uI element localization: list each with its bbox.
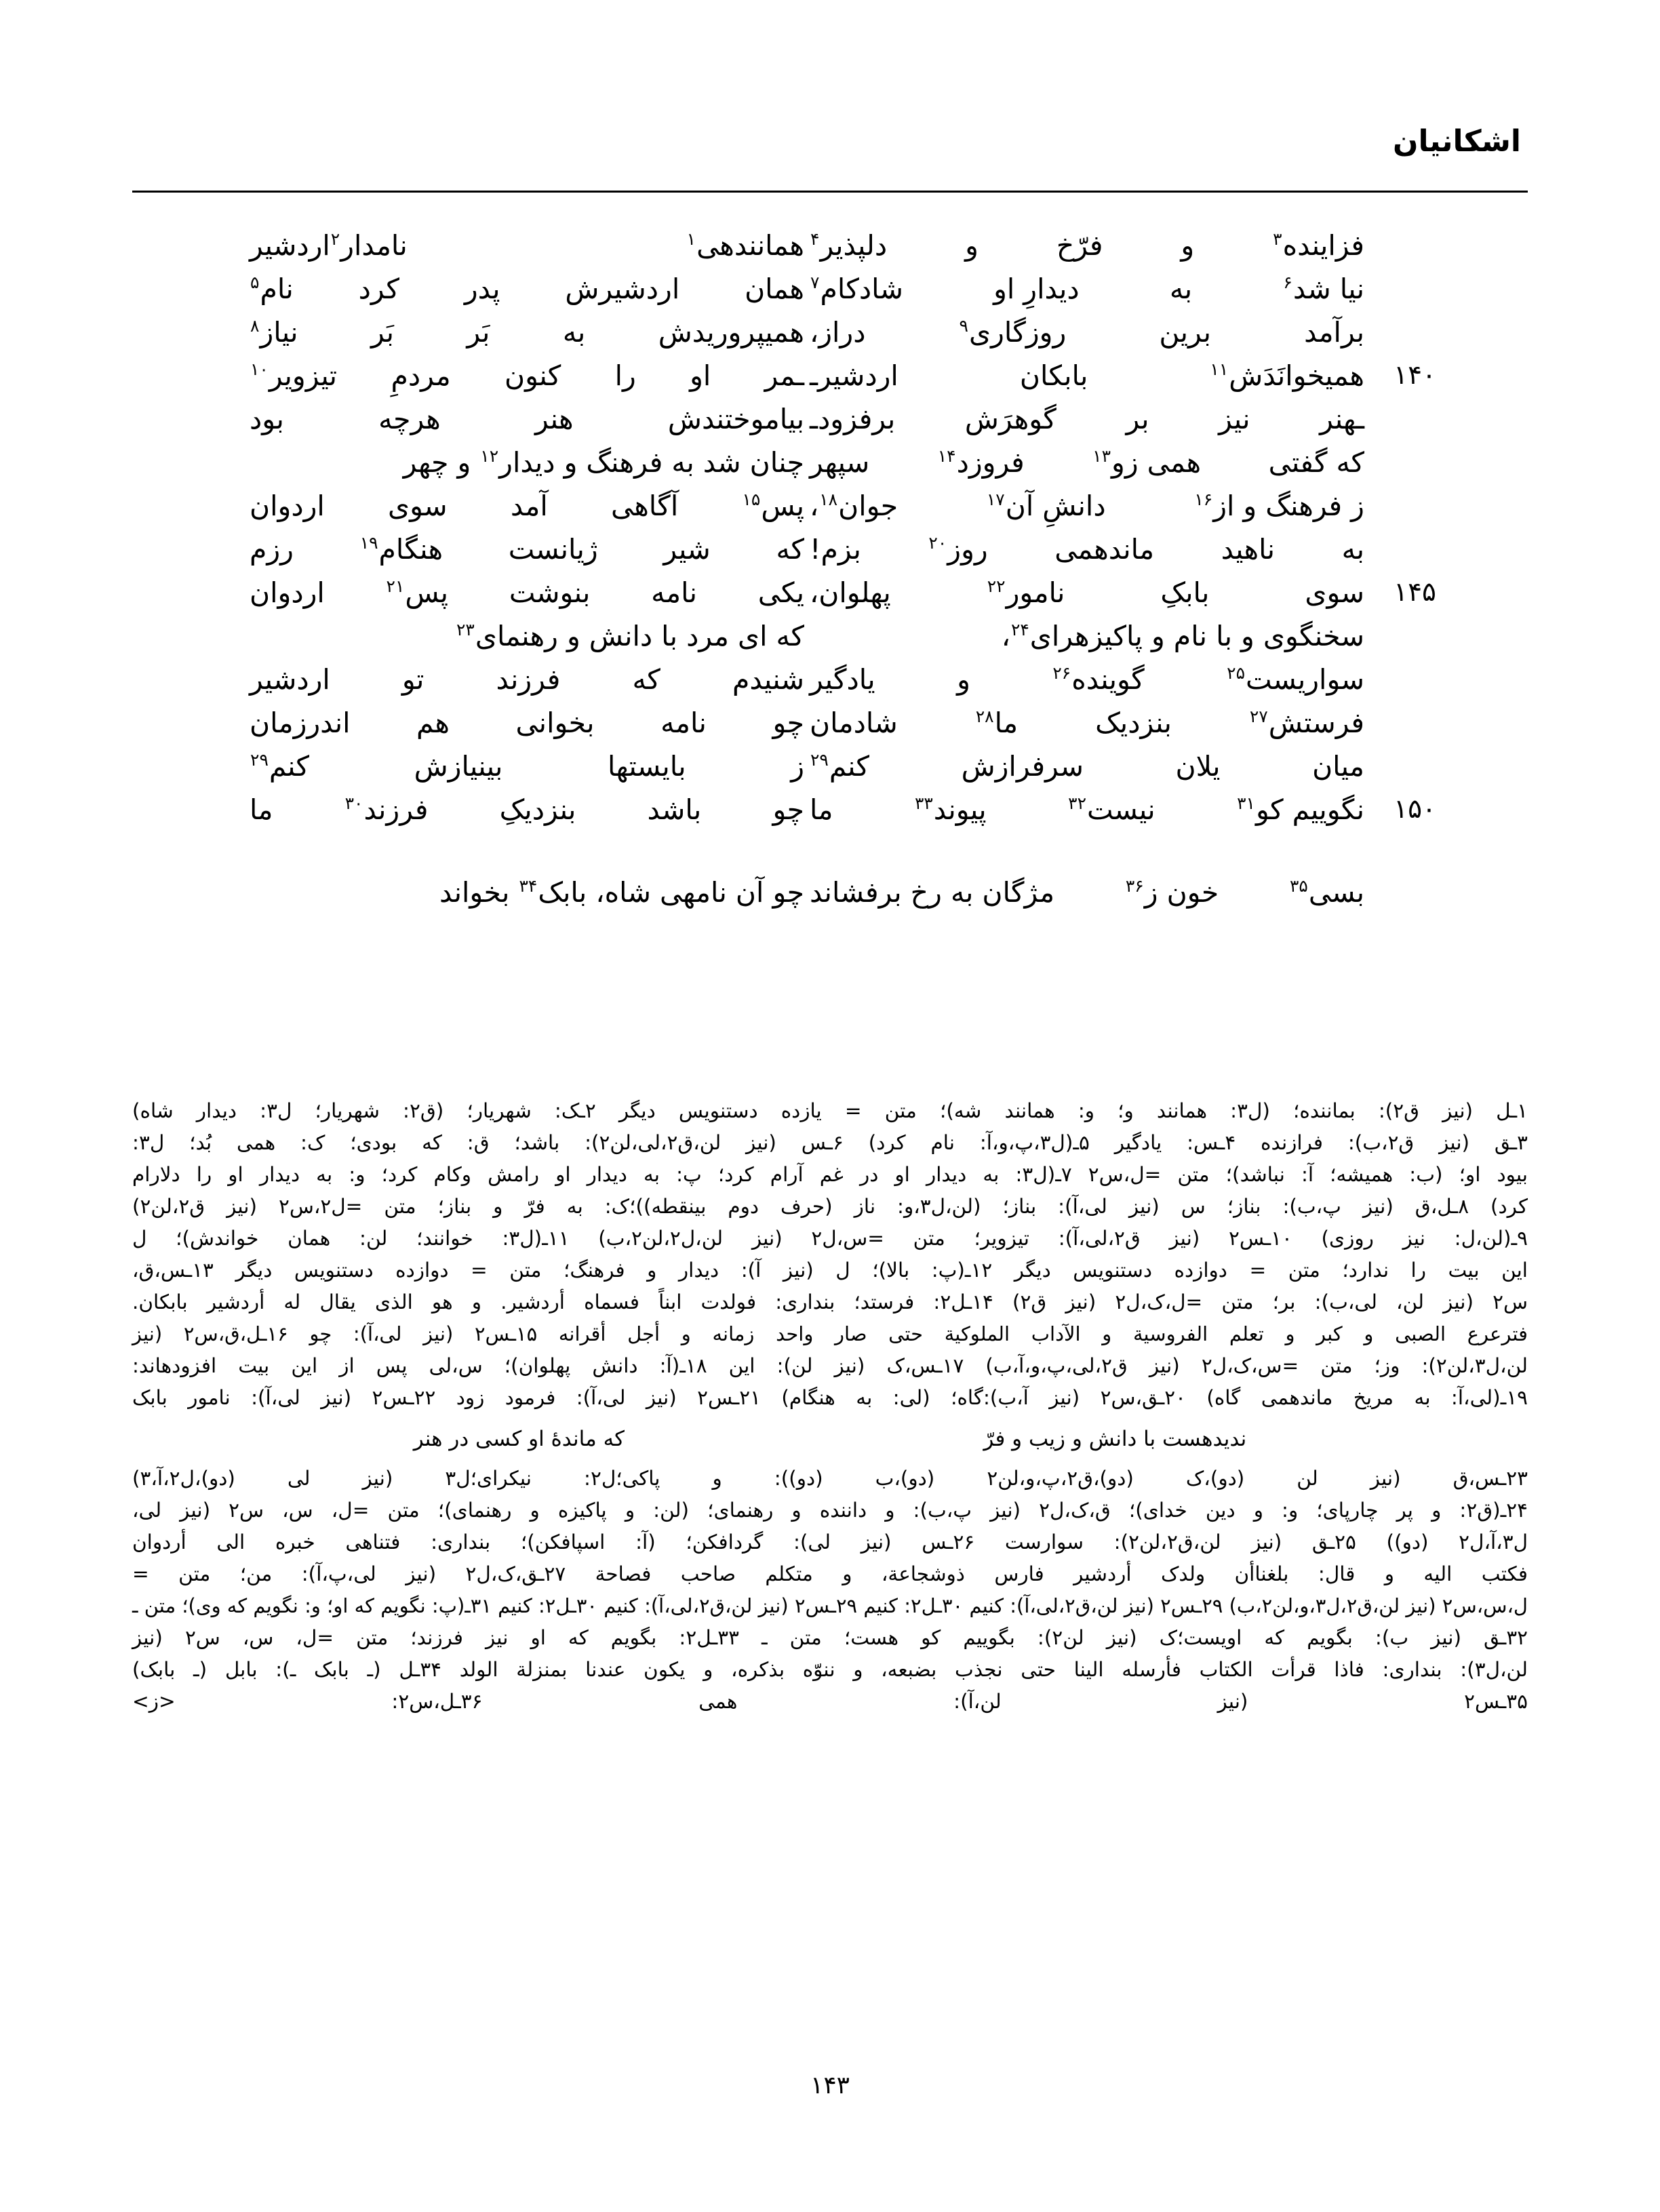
hemistich-second: نگوییم کو$^{۳۱}$ نیست$^{۳۲}$ پیوند$^{۳۳}$ ما [810,793,1364,826]
apparatus-line: بیود او؛ (ب: همیشه؛ آ: نباشد)؛ متن =ل،س۲ ۷ـ(ل۳: به دیدار او در غم آرام کرد؛ پ: به دیدار او رامش وکام کرد؛ و: به دیدار او را دلارام [132,1163,1528,1186]
inset-hemistich-first: که ماندهٔ او کسی در هنر [413,1427,625,1451]
hemistich-second: سواریست$^{۲۵}$ گوینده$^{۲۶}$ و یادگیر [810,663,1364,696]
hemistich-first: که ای مرد با دانش و رهنمای$^{۲۳}$ [456,620,804,652]
hemistich-first: چو آن نامهی شاه، بابک$^{۳۴}$ بخواند [439,876,804,909]
apparatus-line: ۱۹ـ(لی،آ: به مریخ ماندهمی گاه) ۲۰ـق،س۲ (نیز آ،ب):گاه؛ (لی: به هنگام) ۲۱ـس۲ (نیز لی،آ): فرمود زود ۲۲ـس۲ (نیز لی،آ): نامور بابک [132,1386,1528,1409]
hemistich-first: بیاموختندش هنر هرچه بود [250,403,804,435]
verse-number: ۱۵۰ [1394,794,1436,825]
apparatus-line: این بیت را ندارد؛ متن = دوازده دستنویس دیگر ۱۲ـ(پ: بالا)؛ ل (نیز آ): دیدار و فرهنگ؛ متن = دوازده دستنویس دیگر ۱۳ـس،ق، [132,1259,1528,1282]
hemistich-first: چو نامه بخوانی هم اندرزمان [250,707,804,739]
verse-row [224,441,1436,484]
critical-apparatus [132,1095,1528,1718]
hemistich-second: سخنگوی و با نام و پاکیزهرای$^{۲۴}$، [1001,620,1364,652]
verse-row [224,267,1436,311]
hemistich-second: میان یلان سرفرازش کنم$^{۲۹}$ [810,750,1364,783]
hemistich-first: ز بایستها بینیازش کنم$^{۲۹}$ [250,750,804,783]
apparatus-line: ۳۵ـس۲ (نیز لن،آ): همی ۳۶ـل،س۲: <ز> [132,1690,1528,1713]
verse-body [224,224,1436,914]
apparatus-line: لن،ل۳): بنداری: فاذا قرأت الکتاب فأرسله الینا حتی نجذب بضبعه، و ننوّه بذکره، و یکون عندنا بمنزلة الولد ۳۴ـل (ـ بابک ـ): بابل (ـ بابک) [132,1658,1528,1681]
apparatus-line: ۳۲ـق (نیز ب): بگویم که اویست؛ک (نیز لن۲): بگوییم کو هست؛ متن ـ ۳۳ـل۲: بگویم که او نیز فرزند؛ متن =ل، س، س۲ (نیز [132,1626,1528,1649]
verse-row [224,528,1436,571]
apparatus-line: س۲ (نیز لن، لی،ب): بر؛ متن =ل،ک،ل۲ (نیز ق۲) ۱۴ـل۲: فرستد؛ بنداری: فولدت ابناً فسماه أردشیر. و هو الذی یقال له أردشیر بابکان. [132,1290,1528,1314]
apparatus-line: ل،س،س۲ (نیز لن،ق۲،ل۳،و،لن۲،ب) ۲۹ـس۲ (نیز لن،ق۲،لی،آ): کنیم ۳۰ـل۲: کنیم ۲۹ـس۲ (نیز لن،ق۲،لی،آ): کنیم ۳۰ـل۲: کنیم ۳۱ـ(پ: نگویم که او؛ و: نگویم که وی)؛ متن ـ [132,1594,1528,1617]
apparatus-line: کرد) ۸ـل،ق (نیز پ،ب): بناز؛ س (نیز لی،آ): بناز؛ (لن،ل۳،و: ناز (حرف دوم بینقطه))؛ک: به فرّ و بناز؛ متن =ل۲،س۲ (نیز ق۲،لن۲) [132,1195,1528,1218]
hemistich-first: که شیر ژیانست هنگام$^{۱۹}$ رزم [250,533,804,566]
page-number: ۱۴۳ [810,2072,850,2099]
hemistich-first: پس$^{۱۵}$ آگاهی آمد سوی اردوان [250,490,804,522]
verse-row [224,788,1436,831]
apparatus-line: ۱ـل (نیز ق۲): بماننده؛ (ل۳: همانند و؛ و: همانند شه)؛ متن = یازده دستنویس دیگر ۲ـک: شهریار؛ (ق۲: شهریار؛ ل۳: دیدار شاه) [132,1099,1528,1122]
hemistich-second: سوی بابکِ نامور$^{۲۲}$ پهلوان، [810,576,1364,609]
header-divider [132,191,1528,193]
hemistich-first: چنان شد به فرهنگ و دیدار$^{۱۲}$ و چهر [403,446,804,479]
hemistich-second: برآمد برین روزگاری$^۹$ دراز، [810,316,1364,349]
running-head [132,125,1528,200]
hemistich-first: همیپروریدش به بَر بَر نیاز$^۸$ [250,316,804,349]
hemistich-second: بسی$^{۳۵}$ خون ز$^{۳۶}$ مژگان به رخ برفشاند [810,876,1364,909]
verse-row [224,224,1436,267]
verse-row [224,484,1436,528]
apparatus-line: ۳ـق (نیز ق۲،ب): فرازنده ۴ـس: یادگیر ۵ـ(ل۳،پ،و،آ: نام کرد) ۶ـس (نیز لن،ق۲،لی،لن۲): باشد؛ ق: که بودی؛ ک: همی بُد؛ ل۳: [132,1131,1528,1154]
running-head-title: اشکانیان [1392,124,1521,159]
hemistich-second: که گفتی همی زو$^{۱۳}$ فروزد$^{۱۴}$ سپهر [810,446,1364,479]
hemistich-first: همانندهی$^۱$ نامدار$^۲$اردشیر [250,229,804,262]
hemistich-second: نیا شد$^۶$ به دیدارِ او شادکام$^۷$ [810,273,1364,305]
apparatus-line: فترعرع الصبی و کبر و تعلم الفروسیة و الآداب الملوکیة حتی صار واحد زمانه و أجل أقرانه ۱۵ـس۲ (نیز لی،آ): چو ۱۶ـل،ق،س۲ (نیز [132,1322,1528,1345]
hemistich-second: به ناهید ماندهمی روز$^{۲۰}$ بزم! [810,533,1364,566]
verse-number: ۱۴۵ [1394,577,1436,608]
verse-row [224,571,1436,614]
hemistich-first: شنیدم که فرزند تو اردشیر [250,663,804,696]
verse-row [224,354,1436,397]
apparatus-line: فکتب الیه و قال: بلغناأن ولدک أردشیر فارس ذوشجاعة، و متکلم صاحب فصاحة ۲۷ـق،ک،ل۲ (نیز لی،پ،آ): من؛ متن = [132,1562,1528,1585]
hemistich-second: فرستش$^{۲۷}$ بنزدیک ما$^{۲۸}$ شادمان [810,707,1364,739]
verse-row [224,701,1436,745]
apparatus-line: ۲۴ـ(ق۲: و پر چارپای؛ و: و دین خدای)؛ ق،ک،ل۲ (نیز پ،ب): و داننده و رهنمای؛ (لن: و پاکیزه و رهنمای)؛ متن =ل، س، س۲ (نیز لی، [132,1499,1528,1522]
verse-row [224,658,1436,701]
hemistich-second: ـهنر نیز بر گوهرَش برفزودـ [810,403,1364,435]
verse-row [224,397,1436,441]
hemistich-second: ز فرهنگ و از$^{۱۶}$ دانشِ آن$^{۱۷}$ جوان$^{۱۸}$، [810,490,1364,522]
hemistich-second: همیخوانَدَش$^{۱۱}$ بابکان اردشیرـ [810,359,1364,392]
inset-hemistich-second: ندیدهست با دانش و زیب و فرّ [983,1427,1247,1451]
apparatus-line: لن،ل۳،لن۲): وز؛ متن =س،ک،ل۲ (نیز ق۲،لی،پ،و،آ،ب) ۱۷ـس،ک (نیز لن): این ۱۸ـ(آ: دانش پهلوان)؛ س،لی پس از این بیت افزودهاند: [132,1354,1528,1377]
apparatus-line: ۲۳ـس،ق (نیز لن (دو)،ک (دو)،ق۲،پ،و،لن۲ (دو)،ب (دو)): و پاکی؛ل۲: نیکرای؛ل۳ (نیز لی (دو)،ل۲،آ،۳) [132,1467,1528,1490]
verse-row [224,745,1436,788]
hemistich-first: یکی نامه بنوشت پس$^{۲۱}$ اردوان [250,576,804,609]
hemistich-first: همان اردشیرش پدر کرد نام$^۵$ [250,273,804,305]
verse-row [224,311,1436,354]
verse-row [224,614,1436,658]
hemistich-first: ـمر او را کنون مردمِ تیزویر$^{۱۰}$ [250,359,804,392]
hemistich-second: فزاینده$^۳$ و فرّخ و دلپذیر$^۴$ [810,229,1364,262]
verse-number: ۱۴۰ [1394,360,1436,391]
verse-row-separated [224,871,1436,914]
apparatus-inset-verse [132,1414,1528,1463]
hemistich-first: چو باشد بنزدیکِ فرزند$^{۳۰}$ ما [250,793,804,826]
apparatus-line: ل۳،آ،ل۲ (دو)) ۲۵ـق (نیز لن،ق۲،لن۲): سوارست ۲۶ـس (نیز لی): گردافکن؛ (آ: اسپافکن)؛ بنداری: فتناهی خبره الی أردوان [132,1530,1528,1554]
apparatus-line: ۹ـ(لن،ل: نیز روزی) ۱۰ـس۲ (نیز ق۲،لی،آ): تیزویر؛ متن =س،ل۲ (نیز لن،ل۲،لن۲،ب) ۱۱ـ(ل۳: خوانند؛ لن: همان خواندش)؛ ل [132,1227,1528,1250]
